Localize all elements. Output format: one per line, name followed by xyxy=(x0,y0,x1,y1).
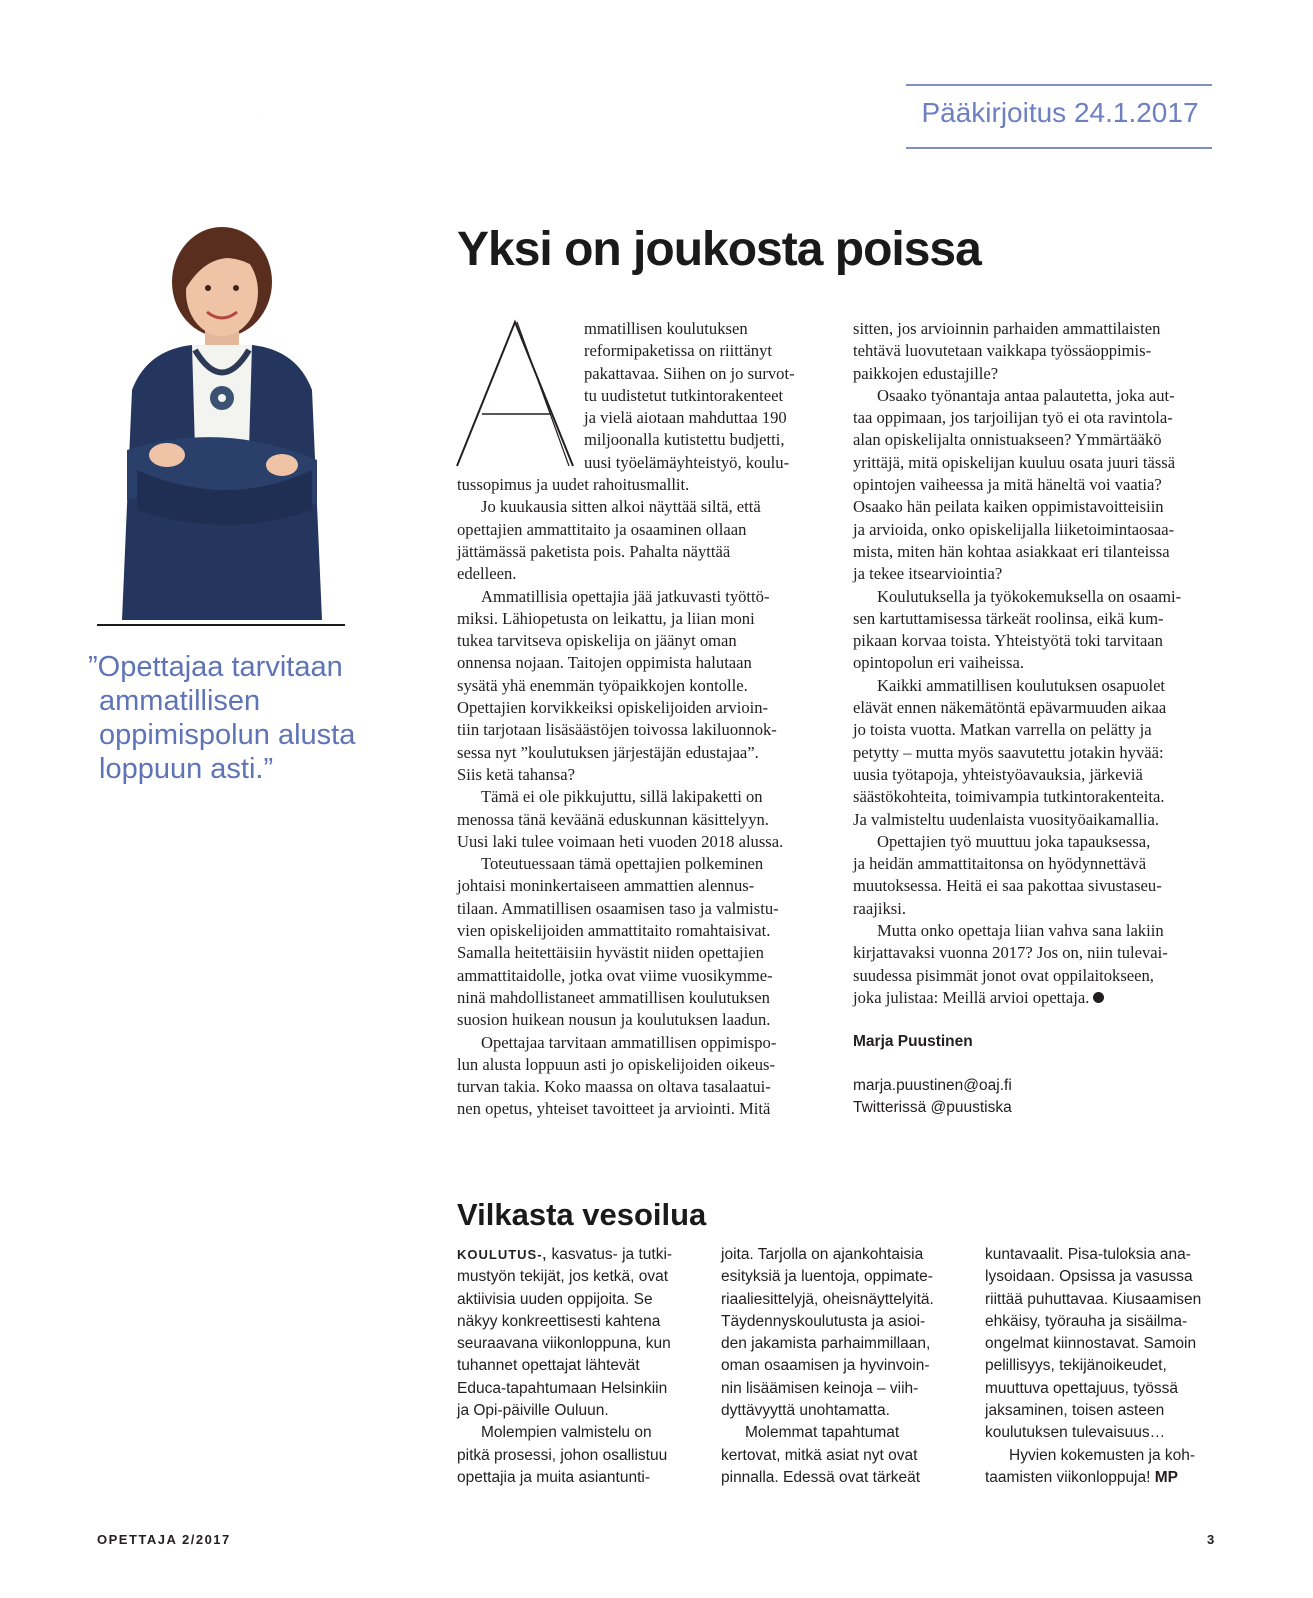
closing-text: joka julistaa: Meillä arvioi opettaja. xyxy=(853,988,1090,1007)
text-line: Samalla heitettäisiin hyvästit niiden opettajien xyxy=(457,943,764,963)
author-twitter[interactable]: Twitterissä @puustiska xyxy=(853,1099,1012,1117)
text-line: menossa tänä keväänä eduskunnan käsittelyyn. xyxy=(457,809,769,829)
text-line: uusi työelämäyhteistyö, koulu- xyxy=(584,452,790,472)
text-line: tehtävä luovutetaan vaikkapa työssäoppimis- xyxy=(853,341,1152,361)
text-line: Educa-tapahtumaan Helsinkiin xyxy=(457,1379,668,1397)
text-line: Ja valmisteltu uudenlaista vuosityöaikamallia. xyxy=(853,809,1159,829)
text-line: Ammatillisia opettajia jää jatkuvasti työttö- xyxy=(481,586,770,606)
author-portrait xyxy=(97,220,347,625)
text-line: opintojen vaiheessa ja mitä häneltä voi vaatia? xyxy=(853,475,1162,495)
sidebar-col3-final: taamisten viikonloppuja! xyxy=(985,1468,1155,1486)
article-column-1 xyxy=(457,318,795,1121)
sidebar-column-3 xyxy=(985,1244,1201,1489)
pull-quote-line: ammatillisen xyxy=(99,685,261,717)
text-line: ja arvioida, onko opiskelijalla liiketoimintaosaa- xyxy=(853,519,1175,539)
sidebar-first-line: kasvatus- ja tutki- xyxy=(547,1246,673,1263)
text-line: mmatillisen koulutuksen xyxy=(584,319,748,338)
text-line: esityksiä ja luentoja, oppimate- xyxy=(721,1268,933,1286)
section-label: Pääkirjoitus 24.1.2017 xyxy=(921,97,1199,128)
text-line: johtaisi moninkertaiseen ammattien alennus- xyxy=(457,876,755,896)
text-line: dyttävyyttä unohtamatta. xyxy=(721,1402,890,1420)
text-line: sysätä yhä enemmän työpaikkojen kontolle. xyxy=(457,675,748,695)
text-line: ongelmat kiinnostavat. Samoin xyxy=(985,1335,1197,1353)
text-line: pitkä prosessi, johon osallistuu xyxy=(457,1446,668,1464)
text-line: kertovat, mitkä asiat nyt ovat xyxy=(721,1446,918,1464)
text-line: lysoidaan. Opsissa ja vasussa xyxy=(985,1268,1193,1286)
text-line: Jo kuukausia sitten alkoi näyttää siltä, että xyxy=(481,497,761,517)
text-line: elävät ennen näkemätöntä epävarmuuden aikaa xyxy=(853,698,1167,718)
text-line: pikaan korvaa toista. Yhteistyötä toki tarvitaan xyxy=(853,631,1163,651)
author-name: Marja Puustinen xyxy=(853,1033,973,1050)
article-column-2 xyxy=(853,318,1181,987)
portrait-rule xyxy=(97,624,345,626)
text-line: jo toista vuotta. Matkan varrella on pelätty ja xyxy=(853,720,1152,740)
text-line: paikkojen edustajille? xyxy=(853,363,999,383)
text-line: miljoonalla kutistettu budjetti, xyxy=(584,430,785,450)
text-line: näkyy konkreettisesti kahtena xyxy=(457,1312,661,1330)
text-line: edelleen. xyxy=(457,564,517,584)
text-line: kuntavaalit. Pisa-tuloksia ana- xyxy=(985,1246,1191,1263)
text-line: Osaako työnantaja antaa palautetta, joka aut- xyxy=(877,385,1175,405)
page-number: 3 xyxy=(1207,1532,1215,1547)
text-line: taa oppimaan, jos tarjoilijan työ ei ota ravintola- xyxy=(853,408,1173,428)
text-line: ammattitaidolle, jotka ovat viime vuosikymme- xyxy=(457,965,773,985)
text-line: Mutta onko opettaja liian vahva sana lakiin xyxy=(877,921,1164,941)
text-line: tuhannet opettajat lähtevät xyxy=(457,1357,640,1375)
text-line: ja vielä aiotaan mahduttaa 190 xyxy=(584,408,787,428)
text-line: petytty – mutta myös saavutettu jotakin hyvää: xyxy=(853,742,1164,762)
text-line: Opettajaa tarvitaan ammatillisen oppimispo- xyxy=(481,1032,777,1052)
text-line: jättämässä paketista pois. Pahalta näyttää xyxy=(457,541,731,561)
text-line: ja tekee itsearviointia? xyxy=(853,564,1003,584)
text-line: pinnalla. Edessä ovat tärkeät xyxy=(721,1468,921,1486)
text-line: yrittäjä, mitä opiskelijan kuuluu osata juuri tässä xyxy=(853,452,1176,472)
text-line: ja heidän ammattitaitonsa on hyödynnettävä xyxy=(853,854,1147,874)
text-line: tukea tarvitseva opiskelija on jäänyt oman xyxy=(457,631,737,651)
text-line: onnensa nojaan. Taitojen oppimista halutaan xyxy=(457,653,752,673)
text-line: vien opiskelijoiden ammattitaito romahtaisivat. xyxy=(457,921,771,941)
text-line: muuttuva opettajuus, työssä xyxy=(985,1379,1179,1397)
text-line: turvan takia. Koko maassa on oltava tasalaatui- xyxy=(457,1077,771,1097)
text-line: Osaako hän peilata kaiken oppimistavoitteisiin xyxy=(853,497,1164,517)
text-line: Kaikki ammatillisen koulutuksen osapuolet xyxy=(877,675,1166,695)
text-line: pelillisyys, tekijänoikeudet, xyxy=(985,1357,1167,1375)
text-line: sitten, jos arvioinnin parhaiden ammattilaisten xyxy=(853,319,1161,338)
text-line: riittää puhuttavaa. Kiusaamisen xyxy=(985,1290,1202,1308)
text-line: raajiksi. xyxy=(853,898,906,918)
sidebar-column-2 xyxy=(721,1244,934,1489)
sidebar-headline: Vilkasta vesoilua xyxy=(457,1197,707,1232)
header-rule-top xyxy=(906,84,1212,86)
text-line: den jakamista parhaimmillaan, xyxy=(721,1335,931,1353)
text-line: mustyön tekijät, jos ketkä, ovat xyxy=(457,1268,669,1286)
author-email[interactable]: marja.puustinen@oaj.fi xyxy=(853,1077,1012,1094)
text-line: Uusi laki tulee voimaan heti vuoden 2018 alussa. xyxy=(457,831,784,851)
text-line: sen kartuttamisessa tärkeät roolinsa, eikä kum- xyxy=(853,608,1164,628)
text-line: opettajien ammattitaito ja osaaminen ollaan xyxy=(457,519,747,539)
pull-quote-line: oppimispolun alusta xyxy=(99,719,356,751)
text-line: alan opiskelijalta onnistuakseen? Ymmärtääkö xyxy=(853,430,1162,450)
text-line: Siis ketä tahansa? xyxy=(457,764,575,784)
text-line: nin lisäämisen keinoja – viih- xyxy=(721,1379,919,1397)
text-line: tiin tarjotaan lisäsäästöjen toivossa lakiluonnok- xyxy=(457,720,777,740)
text-line: uusia työtapoja, yhteistyöavauksia, järkeviä xyxy=(853,764,1143,784)
text-line: miksi. Lähiopetusta on leikattu, ja liian moni xyxy=(457,608,755,628)
text-line: suosion huikean nousun ja koulutuksen laadun. xyxy=(457,1010,771,1030)
text-line: tilaan. Ammatillisen osaamisen taso ja valmistu- xyxy=(457,898,779,918)
text-line: nen opetus, yhteiset tavoitteet ja arviointi. Mitä xyxy=(457,1099,771,1119)
footer-issue: OPETTAJA 2/2017 xyxy=(97,1532,231,1547)
text-line: koulutuksen tulevaisuus… xyxy=(985,1424,1166,1442)
text-line: jaksaminen, toisen asteen xyxy=(985,1402,1165,1420)
sidebar-column-1 xyxy=(457,1244,672,1489)
pull-quote-line: ”Opettajaa tarvitaan xyxy=(88,651,343,683)
text-line: oman osaamisen ja hyvinvoin- xyxy=(721,1357,930,1375)
text-line: Opettajien korvikkeiksi opiskelijoiden arvioin- xyxy=(457,698,769,718)
text-line: ja Opi-päiville Ouluun. xyxy=(457,1402,609,1420)
text-line: säästökohteita, toimivampia tutkintorakenteita. xyxy=(853,787,1165,807)
text-line: joita. Tarjolla on ajankohtaisia xyxy=(721,1246,924,1263)
svg-text:A: A xyxy=(257,120,258,121)
text-line: Tämä ei ole pikkujuttu, sillä lakipaketti on xyxy=(481,787,763,807)
author-contact xyxy=(853,1075,1012,1120)
text-line: Opettajien työ muuttuu joka tapauksessa, xyxy=(877,831,1151,851)
text-line: Toteutuessaan tämä opettajien polkeminen xyxy=(481,854,764,874)
sidebar-lead-in: KOULUTUS-, xyxy=(457,1247,548,1262)
text-line: riaaliesittelyjä, oheisnäyttelyitä. xyxy=(721,1290,934,1308)
text-line: Molempien valmistelu on xyxy=(481,1424,652,1442)
sidebar-initials: MP xyxy=(1154,1468,1178,1486)
text-line: suudessa pisimmät jonot ovat oppilaitokseen, xyxy=(853,965,1154,985)
article-headline: Yksi on joukosta poissa xyxy=(457,223,981,276)
text-line: aktiivisia uuden oppijoita. Se xyxy=(457,1290,653,1308)
text-line: ninä mahdollistaneet ammatillisen koulutuksen xyxy=(457,987,770,1007)
text-line: opintopolun eri vaiheissa. xyxy=(853,653,1024,673)
article-closing-line xyxy=(853,987,1104,1009)
text-line: Molemmat tapahtumat xyxy=(745,1424,900,1442)
text-line: mista, miten hän kohtaa asiakkaat eri tilanteissa xyxy=(853,541,1170,561)
text-line: tu uudistetut tutkintorakenteet xyxy=(584,385,784,405)
pull-quote xyxy=(88,650,408,786)
sidebar-col3-para: Hyvien kokemusten ja koh- xyxy=(1009,1446,1196,1464)
text-line: sessa nyt ”koulutuksen järjestäjän edustajaa”. xyxy=(457,742,759,762)
end-bullet-icon xyxy=(1093,992,1104,1003)
text-line: muutoksessa. Heitä ei saa pakottaa sivustaseu- xyxy=(853,876,1162,896)
text-line: opettajia ja muita asiantunti- xyxy=(457,1468,651,1486)
text-line: lun alusta loppuun asti jo opiskelijoiden oikeus- xyxy=(457,1054,776,1074)
text-line: ehkäisy, työrauha ja sisäilma- xyxy=(985,1312,1188,1330)
text-line: tussopimus ja uudet rahoitusmallit. xyxy=(457,475,690,495)
text-line: seuraavana viikonloppuna, kun xyxy=(457,1335,671,1353)
text-line: reformipaketissa on riittänyt xyxy=(584,341,773,361)
text-line: kirjattavaksi vuonna 2017? Jos on, niin tulevai- xyxy=(853,943,1168,963)
text-line: Koulutuksella ja työkokemuksella on osaami- xyxy=(877,586,1182,606)
header-rule-bottom xyxy=(906,147,1212,149)
text-line: pakattavaa. Siihen on jo survot- xyxy=(584,363,795,383)
pull-quote-line: loppuun asti.” xyxy=(99,753,274,785)
text-line: Täydennyskoulutusta ja asioi- xyxy=(721,1312,926,1330)
